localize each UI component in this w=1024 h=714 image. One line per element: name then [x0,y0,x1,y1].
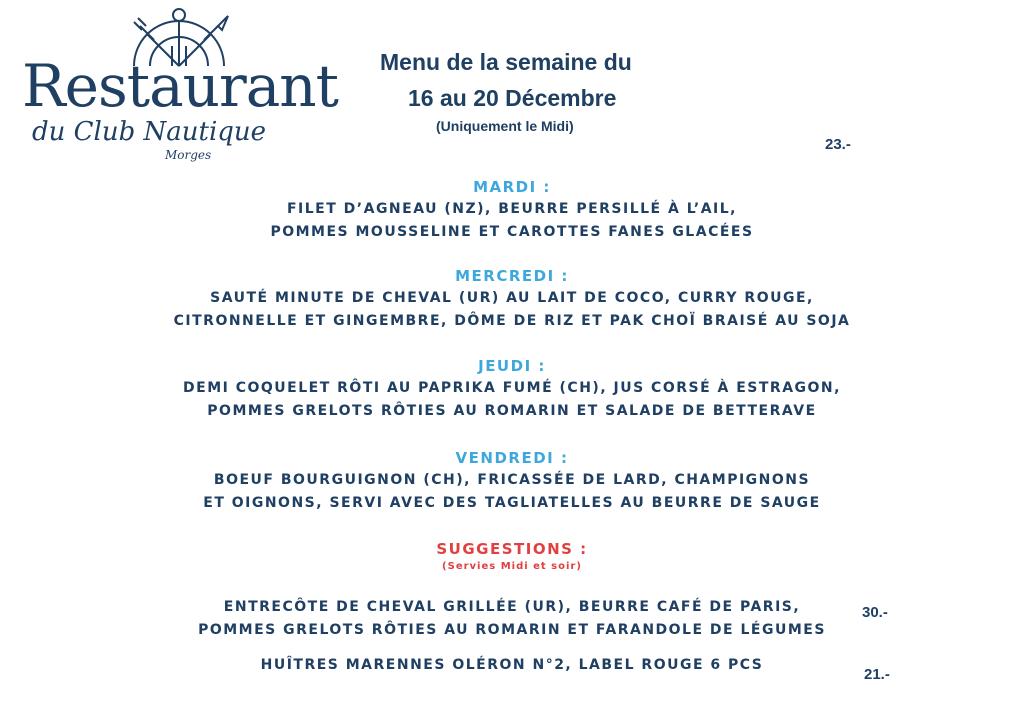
day-block-jeudi [0,357,1024,423]
dish-line: HUÎTRES MARENNES OLÉRON N°2, LABEL ROUGE 6 PCS [260,657,764,673]
suggestions-note: (Servies Midi et soir) [442,561,582,572]
dish-line: ET OIGNONS, SERVI AVEC DES TAGLIATELLES AU BEURRE DE SAUGE [203,495,821,511]
logo-subtitle: du Club Nautique [32,117,267,147]
day-label: VENDREDI : [455,449,569,467]
dish-line: POMMES GRELOTS RÔTIES AU ROMARIN ET SALADE DE BETTERAVE [207,403,817,419]
menu-subtitle: (Uniquement le Midi) [436,118,574,134]
logo-city: Morges [165,148,212,162]
dish-line: ENTRECÔTE DE CHEVAL GRILLÉE (UR), BEURRE CAFÉ DE PARIS, [223,599,801,615]
dish-line: POMMES MOUSSELINE ET CAROTTES FANES GLACÉES [270,224,754,240]
suggestions-header [0,540,1024,572]
day-block-vendredi [0,449,1024,515]
day-block-mardi [0,178,1024,244]
menu-price: 23.- [825,136,851,153]
menu-title-line1: Menu de la semaine du [380,49,632,75]
suggestions-label: SUGGESTIONS : [436,540,588,558]
day-label: MARDI : [473,178,551,196]
restaurant-logo [22,6,338,170]
menu-title-line2: 16 au 20 Décembre [408,85,617,111]
dish-line: FILET D’AGNEAU (NZ), BEURRE PERSILLÉ À L’AIL, [286,201,738,217]
day-block-mercredi [0,267,1024,333]
menu-title [380,44,640,116]
dish-line: DEMI COQUELET RÔTI AU PAPRIKA FUMÉ (CH), JUS CORSÉ À ESTRAGON, [183,380,841,396]
suggestion-price: 21.- [864,666,890,683]
dish-line: BOEUF BOURGUIGNON (CH), FRICASSÉE DE LARD, CHAMPIGNONS [213,472,811,488]
day-label: JEUDI : [478,357,546,375]
day-label: MERCREDI : [455,267,569,285]
dish-line: CITRONNELLE ET GINGEMBRE, DÔME DE RIZ ET PAK CHOÏ BRAISÉ AU SOJA [173,313,851,329]
dish-line: POMMES GRELOTS RÔTIES AU ROMARIN ET FARANDOLE DE LÉGUMES [198,622,826,638]
suggestion-price: 30.- [862,604,888,621]
logo-title: Restaurant [22,52,338,120]
dish-line: SAUTÉ MINUTE DE CHEVAL (UR) AU LAIT DE COCO, CURRY ROUGE, [210,290,814,306]
